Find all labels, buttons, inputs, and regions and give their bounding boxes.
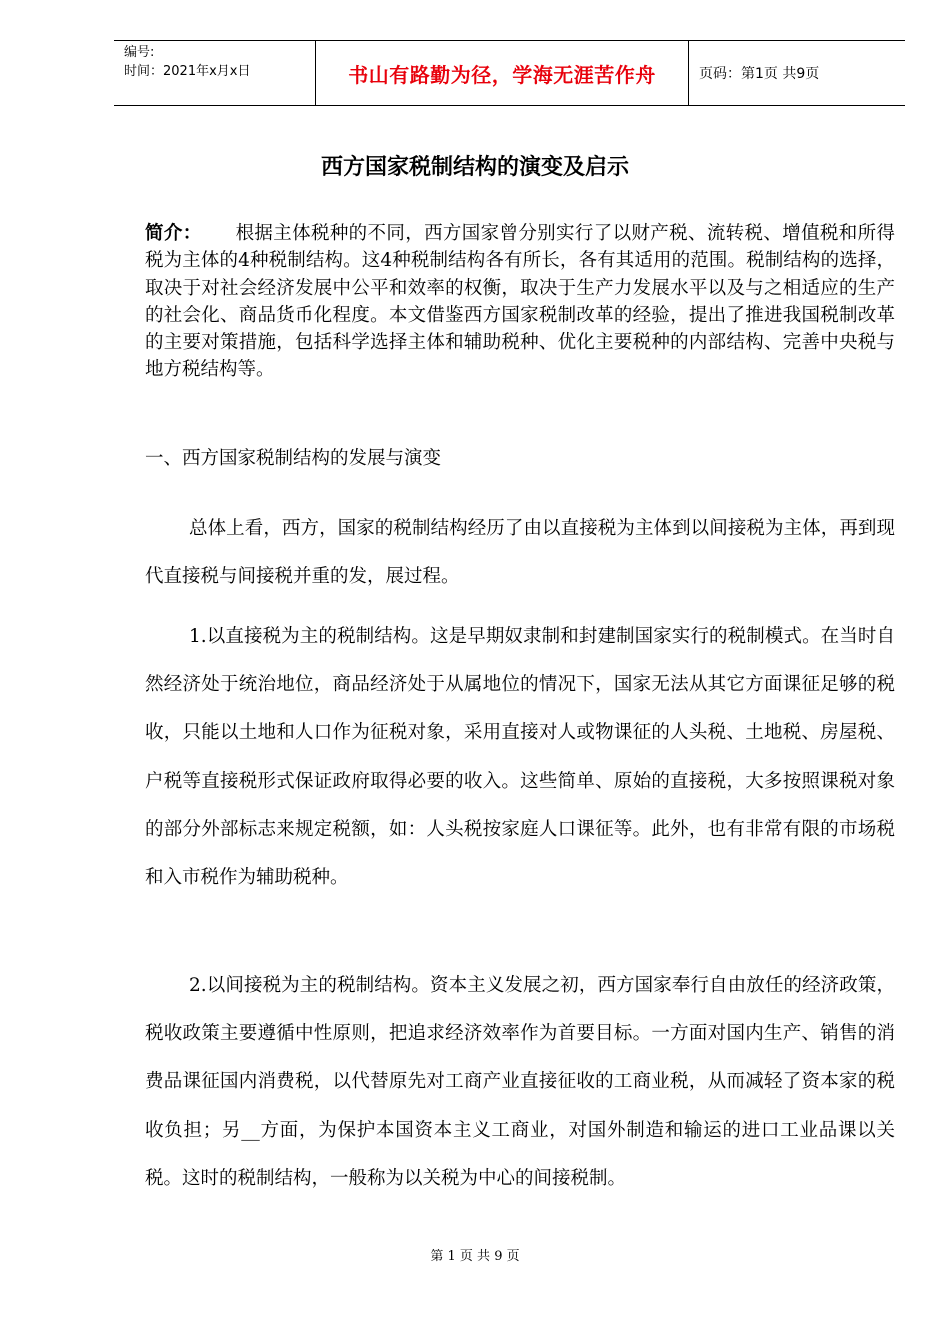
body-paragraph: 1.以直接税为主的税制结构。这是早期奴隶制和封建制国家实行的税制模式。在当时自然经济处于统治地位，商品经济处于从属地位的情况下，国家无法从其它方面课征足够的税收，只能以土地和人口作为征税对象，采用直接对人或物课征的人头税、土地税、房屋税、户税等直接税形式保证政府取得必要的收入。这些简单、原始的直接税，大多按照课税对象的部分外部标志来规定税额，如：人头税按家庭人口课征等。此外，也有非常有限的市场税和入市税作为辅助税种。	[145, 626, 895, 889]
header-motto-cell	[316, 41, 689, 105]
header-motto: 书山有路勤为径，学海无涯苦作舟	[348, 62, 656, 87]
page-footer: 第 1 页 共 9 页	[430, 1249, 520, 1264]
body-paragraph: 2.以间接税为主的税制结构。资本主义发展之初，西方国家奉行自由放任的经济政策，税收政策主要遵循中性原则，把追求经济效率作为首要目标。一方面对国内生产、销售的消费品课征国内消费税，以代替原先对工商产业直接征收的工商业税，从而减轻了资本家的税收负担；另__方面，为保护本国资本主义工商业，对国外制造和输运的进口工业品课以关税。这时的税制结构，一般称为以关税为中心的间接税制。	[145, 975, 895, 1189]
section-heading: 一、西方国家税制结构的发展与演变	[145, 448, 442, 469]
header-meta-cell	[114, 41, 316, 105]
abstract-label: 简介：	[145, 223, 202, 244]
body-paragraph: 总体上看，西方，国家的税制结构经历了由以直接税为主体到以间接税为主体，再到现代直接税与间接税并重的发，展过程。	[145, 518, 895, 588]
header-page-info: 页码：第1页 共9页	[699, 66, 820, 82]
document-title: 西方国家税制结构的演变及启示	[320, 155, 629, 180]
abstract-text: 根据主体税种的不同，西方国家曾分别实行了以财产税、流转税、增值税和所得税为主体的4种税制结构。这4种税制结构各有所长，各有其适用的范围。税制结构的选择，取决于对社会经济发展中公平和效率的权衡，取决于生产力发展水平以及与之相适应的生产的社会化、商品货币化程度。本文借鉴西方国家税制改革的经验，提出了推进我国税制改革的主要对策措施，包括科学选择主体和辅助税种、优化主要税种的内部结构、完善中央税与地方税结构等。	[145, 223, 895, 381]
header-page-cell	[689, 41, 905, 105]
abstract	[145, 220, 895, 384]
document-header	[114, 40, 905, 106]
date-label: 时间：2021年x月x日	[124, 64, 251, 79]
serial-number-label: 编号:	[124, 45, 155, 60]
